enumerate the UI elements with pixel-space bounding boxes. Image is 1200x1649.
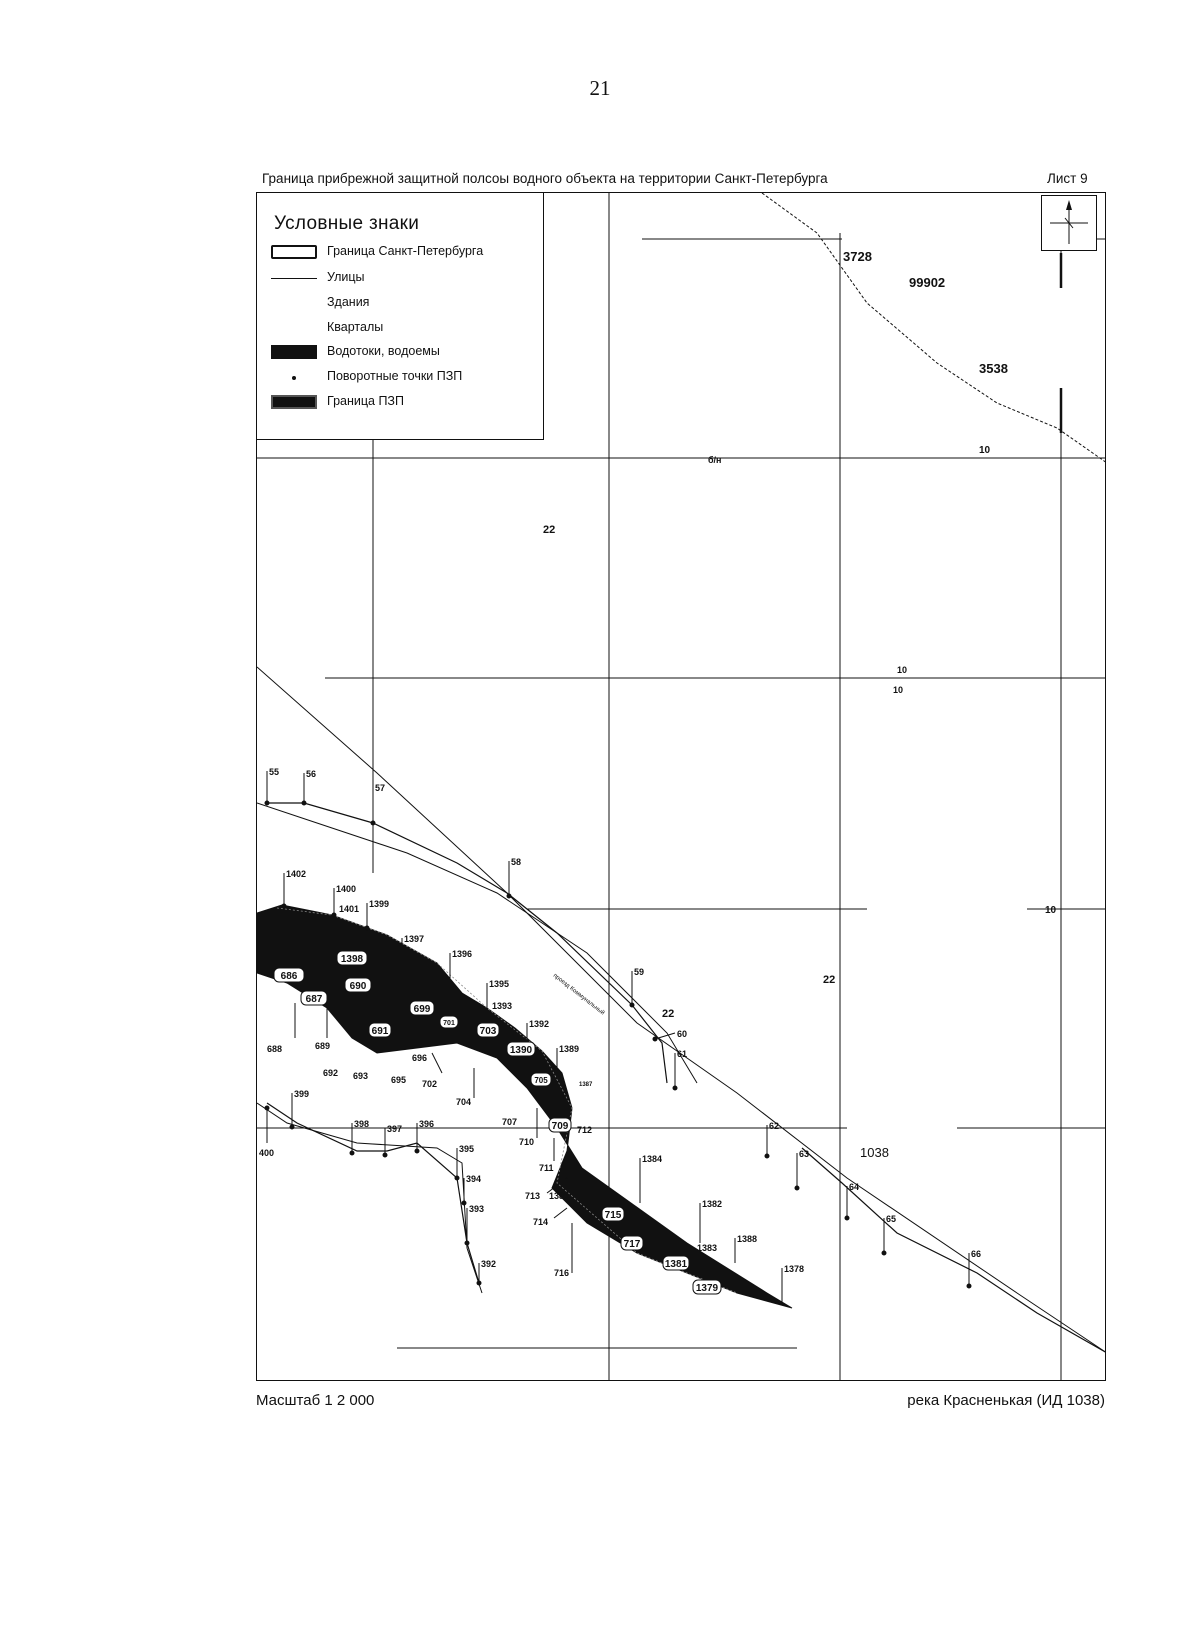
water-label-1379: 1379 bbox=[695, 1283, 719, 1294]
water-label-691: 691 bbox=[371, 1026, 389, 1037]
label-10-a: 10 bbox=[979, 445, 991, 456]
label-point-393: 393 bbox=[469, 1204, 485, 1214]
legend-label: Кварталы bbox=[327, 320, 384, 334]
label-point-1397: 1397 bbox=[404, 934, 425, 944]
sheet-label: Лист 9 bbox=[1047, 171, 1088, 186]
point-399 bbox=[290, 1125, 294, 1129]
page-number: 21 bbox=[589, 76, 611, 100]
water-label-709: 709 bbox=[551, 1121, 569, 1132]
label-point-1385: 1385 bbox=[549, 1191, 570, 1201]
legend-item-quarters bbox=[271, 319, 541, 339]
legend-label: Здания bbox=[327, 295, 370, 309]
legend-item-pzp-boundary bbox=[271, 393, 541, 413]
leader-60 bbox=[655, 1033, 675, 1039]
scale-label: Масштаб 1 2 000 bbox=[256, 1392, 375, 1409]
label-point-688: 688 bbox=[267, 1044, 283, 1054]
point-392 bbox=[477, 1281, 481, 1285]
label-point-65: 65 bbox=[886, 1214, 897, 1224]
label-point-1402: 1402 bbox=[286, 869, 307, 879]
legend-item-water bbox=[271, 343, 541, 363]
water-label-715: 715 bbox=[604, 1210, 622, 1221]
label-10-b: 10 bbox=[897, 665, 908, 675]
label-22-b: 22 bbox=[823, 974, 836, 986]
point-63 bbox=[795, 1186, 799, 1190]
label-point-714: 714 bbox=[533, 1217, 549, 1227]
map-title: Граница прибрежной защитной полсоы водного объекта на территории Санкт-Петербурга bbox=[262, 171, 828, 186]
legend-label: Водотоки, водоемы bbox=[327, 344, 440, 358]
label-point-395: 395 bbox=[459, 1144, 475, 1154]
water-label-705: 705 bbox=[534, 1076, 548, 1085]
point-65 bbox=[882, 1251, 886, 1255]
legend-title: Условные знаки bbox=[274, 213, 420, 234]
water-label-686: 686 bbox=[280, 971, 298, 982]
label-point-396: 396 bbox=[419, 1119, 435, 1129]
label-22-c: 22 bbox=[662, 1008, 675, 1020]
label-point-707: 707 bbox=[502, 1117, 518, 1127]
north-arrow bbox=[1041, 195, 1097, 251]
legend-panel bbox=[257, 193, 544, 440]
label-point-692: 692 bbox=[323, 1068, 339, 1078]
block-3728: 3728 bbox=[843, 249, 872, 264]
label-point-58: 58 bbox=[511, 857, 522, 867]
block-1038: 1038 bbox=[860, 1145, 889, 1160]
label-point-716: 716 bbox=[554, 1268, 570, 1278]
legend-symbol-street bbox=[271, 278, 317, 279]
legend-label: Поворотные точки ПЗП bbox=[327, 369, 463, 383]
legend-item-streets bbox=[271, 269, 541, 289]
label-point-1399: 1399 bbox=[369, 899, 390, 909]
point-62 bbox=[765, 1154, 769, 1158]
label-point-713: 713 bbox=[525, 1191, 541, 1201]
label-point-1400: 1400 bbox=[336, 884, 357, 894]
legend-item-buildings bbox=[271, 294, 541, 314]
point-1399 bbox=[365, 926, 369, 930]
block-labels bbox=[543, 249, 1057, 1160]
legend-symbol-water bbox=[271, 345, 317, 359]
block-3538: 3538 bbox=[979, 361, 1008, 376]
point-59 bbox=[630, 1003, 634, 1007]
label-point-1388: 1388 bbox=[737, 1234, 758, 1244]
point-1402 bbox=[282, 904, 286, 908]
point-400 bbox=[265, 1106, 269, 1110]
water-label-703: 703 bbox=[479, 1026, 497, 1037]
label-point-710: 710 bbox=[519, 1137, 535, 1147]
point-57 bbox=[371, 821, 375, 825]
label-point-702: 702 bbox=[422, 1079, 438, 1089]
label-point-394: 394 bbox=[466, 1174, 482, 1184]
label-point-63: 63 bbox=[799, 1149, 810, 1159]
point-397 bbox=[383, 1153, 387, 1157]
legend-symbol-dot bbox=[292, 376, 296, 380]
label-point-398: 398 bbox=[354, 1119, 370, 1129]
water-label-1381: 1381 bbox=[664, 1259, 688, 1270]
label-point-60: 60 bbox=[677, 1029, 688, 1039]
water-label-690: 690 bbox=[349, 981, 367, 992]
point-398 bbox=[350, 1151, 354, 1155]
label-point-1401: 1401 bbox=[339, 904, 360, 914]
water-label-717: 717 bbox=[623, 1239, 641, 1250]
label-point-59: 59 bbox=[634, 967, 645, 977]
label-10-d: 10 bbox=[1045, 905, 1057, 916]
label-point-696: 696 bbox=[412, 1053, 428, 1063]
point-58 bbox=[507, 894, 511, 898]
point-60 bbox=[653, 1037, 657, 1041]
label-point-1383: 1383 bbox=[697, 1243, 718, 1253]
legend-symbol-boundary bbox=[271, 245, 317, 259]
label-point-695: 695 bbox=[391, 1075, 407, 1085]
point-393 bbox=[465, 1241, 469, 1245]
street-name-label: проезд Коммунальный bbox=[551, 972, 606, 1017]
label-point-62: 62 bbox=[769, 1121, 780, 1131]
label-point-66: 66 bbox=[971, 1249, 982, 1259]
label-point-1387: 1387 bbox=[579, 1082, 593, 1088]
block-99902: 99902 bbox=[909, 275, 946, 290]
point-395 bbox=[455, 1176, 459, 1180]
label-22-a: 22 bbox=[543, 524, 556, 536]
legend-item-turning-points bbox=[271, 368, 541, 388]
point-56 bbox=[302, 801, 306, 805]
label-point-1382: 1382 bbox=[702, 1199, 723, 1209]
point-66 bbox=[967, 1284, 971, 1288]
label-point-57: 57 bbox=[375, 783, 386, 793]
water-label-699: 699 bbox=[413, 1004, 431, 1015]
label-point-400: 400 bbox=[259, 1148, 275, 1158]
legend-label: Граница Санкт-Петербурга bbox=[327, 244, 484, 258]
legend-item-city-boundary bbox=[271, 243, 541, 263]
water-label-1390: 1390 bbox=[509, 1045, 533, 1056]
street-lower bbox=[257, 1103, 485, 1293]
label-point-689: 689 bbox=[315, 1041, 331, 1051]
point-55 bbox=[265, 801, 269, 805]
label-point-64: 64 bbox=[849, 1182, 860, 1192]
north-arrow-icon bbox=[1042, 196, 1096, 250]
label-10-c: 10 bbox=[893, 685, 904, 695]
leader-702 bbox=[432, 1053, 442, 1073]
label-point-55: 55 bbox=[269, 767, 280, 777]
legend-label: Граница ПЗП bbox=[327, 394, 404, 408]
label-point-56: 56 bbox=[306, 769, 317, 779]
label-point-1378: 1378 bbox=[784, 1264, 805, 1274]
label-point-711: 711 bbox=[539, 1163, 554, 1173]
legend-symbol-pzp bbox=[271, 395, 317, 409]
legend-label: Улицы bbox=[327, 270, 365, 284]
label-point-1384: 1384 bbox=[642, 1154, 663, 1164]
river-label: река Красненькая (ИД 1038) bbox=[907, 1392, 1105, 1409]
label-point-1392: 1392 bbox=[529, 1019, 550, 1029]
label-bn: б/н bbox=[708, 455, 722, 465]
label-point-693: 693 bbox=[353, 1071, 369, 1081]
water-label-1398: 1398 bbox=[340, 954, 364, 965]
label-point-1396: 1396 bbox=[452, 949, 473, 959]
pzp-lower-line bbox=[267, 1103, 482, 1283]
label-point-1389: 1389 bbox=[559, 1044, 580, 1054]
label-point-397: 397 bbox=[387, 1124, 403, 1134]
label-point-61: 61 bbox=[677, 1049, 688, 1059]
point-394 bbox=[462, 1201, 466, 1205]
water-label-687: 687 bbox=[305, 994, 323, 1005]
leader-714 bbox=[554, 1208, 567, 1218]
water-label-701: 701 bbox=[443, 1020, 455, 1027]
label-point-712: 712 bbox=[577, 1125, 593, 1135]
label-point-1395: 1395 bbox=[489, 979, 510, 989]
point-1400 bbox=[332, 913, 336, 917]
label-point-704: 704 bbox=[456, 1097, 472, 1107]
label-point-1393: 1393 bbox=[492, 1001, 513, 1011]
map-frame[interactable] bbox=[256, 192, 1106, 1381]
point-61 bbox=[673, 1086, 677, 1090]
point-396 bbox=[415, 1149, 419, 1153]
label-point-399: 399 bbox=[294, 1089, 310, 1099]
point-64 bbox=[845, 1216, 849, 1220]
label-point-392: 392 bbox=[481, 1259, 497, 1269]
